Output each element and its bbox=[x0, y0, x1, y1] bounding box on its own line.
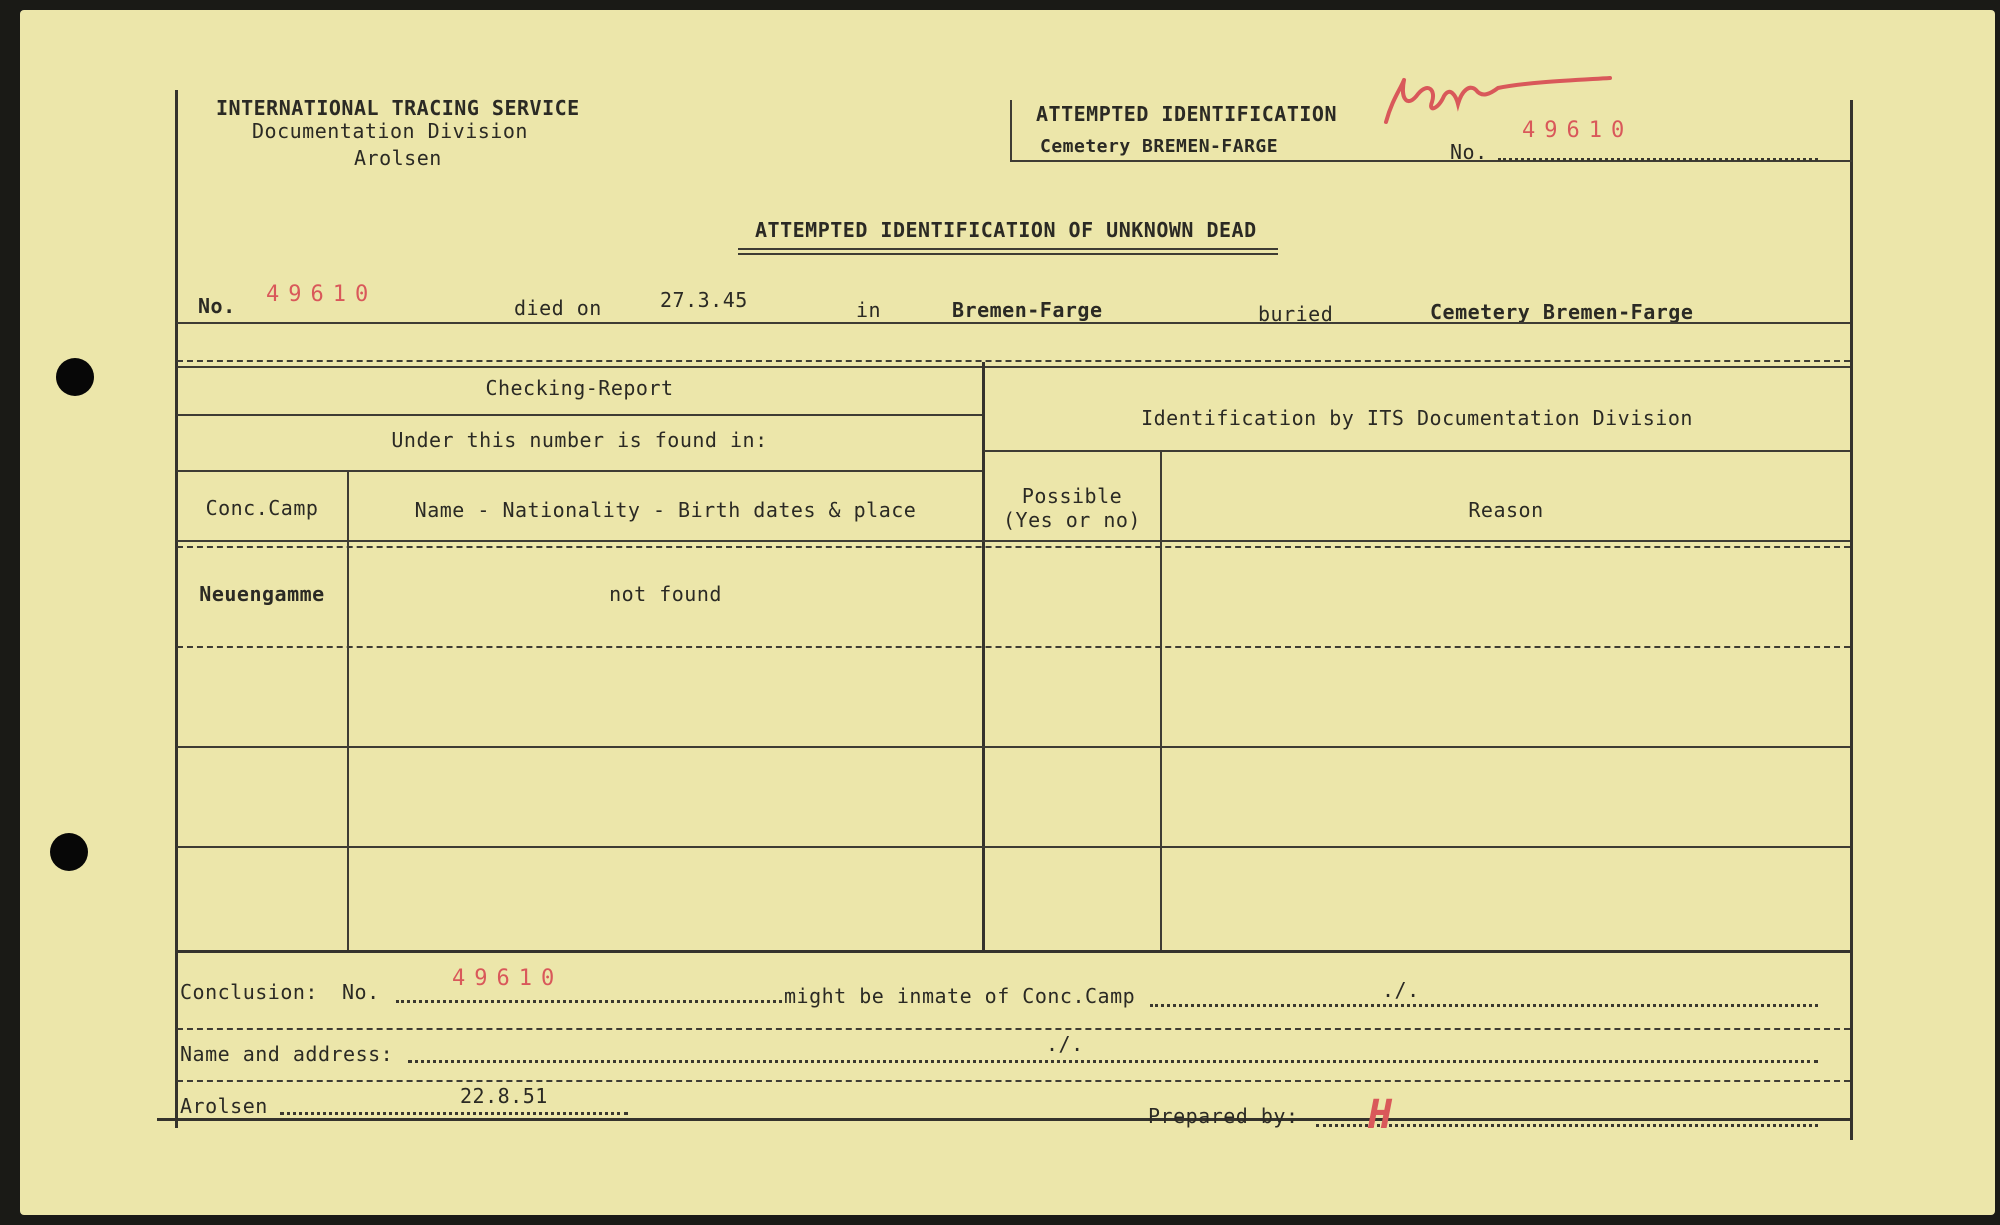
row-line-3 bbox=[177, 846, 1850, 848]
table-bottom-line bbox=[177, 950, 1850, 953]
prepared-value: H bbox=[1368, 1092, 1393, 1138]
date-dots bbox=[280, 1112, 628, 1115]
name-address-line bbox=[177, 1080, 1850, 1082]
frame-bottom bbox=[157, 1118, 1852, 1121]
col-header-name: Name - Nationality - Birth dates & place bbox=[414, 498, 917, 522]
title-underline bbox=[738, 248, 1278, 250]
name-address-dots bbox=[408, 1060, 1818, 1063]
conclusion-no-value: 49610 bbox=[452, 966, 564, 991]
org-name: INTERNATIONAL TRACING SERVICE bbox=[216, 96, 580, 120]
header-no-label: No. bbox=[1450, 140, 1488, 164]
col-header-line-2 bbox=[177, 546, 1850, 548]
col-divider-possible bbox=[1160, 452, 1162, 952]
table-top-line bbox=[177, 360, 1850, 362]
prepared-label: Prepared by: bbox=[1148, 1104, 1299, 1128]
col-header-possible-1: Possible bbox=[1021, 484, 1123, 508]
header-box-left bbox=[1010, 100, 1012, 160]
name-address-label: Name and address: bbox=[180, 1042, 394, 1066]
frame-left bbox=[175, 90, 178, 1128]
frame-right bbox=[1850, 100, 1853, 1140]
col-header-reason: Reason bbox=[1468, 498, 1544, 522]
row-line-1 bbox=[177, 646, 1850, 648]
punch-hole-bottom bbox=[50, 833, 88, 871]
title-underline-2 bbox=[738, 253, 1278, 255]
detail-in-label: in bbox=[856, 298, 882, 322]
identification-title-line bbox=[984, 450, 1850, 452]
identification-title: Identification by ITS Documentation Division bbox=[1141, 406, 1693, 430]
name-address-value: ./. bbox=[1046, 1032, 1084, 1056]
punch-hole-top bbox=[56, 358, 94, 396]
index-card bbox=[20, 10, 1995, 1215]
detail-died-label: died on bbox=[514, 296, 602, 320]
date-value: 22.8.51 bbox=[460, 1084, 548, 1108]
handwritten-none-mark bbox=[1378, 60, 1618, 140]
conclusion-line bbox=[177, 1028, 1850, 1030]
checking-title-line bbox=[177, 414, 982, 416]
row-line-2 bbox=[177, 746, 1850, 748]
col-divider-camp bbox=[347, 472, 349, 950]
col-header-camp: Conc.Camp bbox=[205, 496, 319, 520]
detail-buried-value: Cemetery Bremen-Farge bbox=[1430, 300, 1694, 324]
conclusion-inmate-label: might be inmate of Conc.Camp bbox=[784, 984, 1136, 1008]
form-title: ATTEMPTED IDENTIFICATION OF UNKNOWN DEAD bbox=[755, 218, 1257, 242]
conclusion-label: Conclusion: bbox=[180, 980, 318, 1004]
detail-no-label: No. bbox=[198, 294, 236, 318]
checking-subtitle-line bbox=[177, 470, 982, 472]
place-label: Arolsen bbox=[180, 1094, 268, 1118]
detail-no-value: 49610 bbox=[266, 282, 378, 307]
detail-died-value: 27.3.45 bbox=[660, 288, 748, 312]
conclusion-camp-value: ./. bbox=[1382, 978, 1420, 1002]
conclusion-camp-dots bbox=[1150, 1004, 1818, 1007]
row-camp-cell: Neuengamme bbox=[199, 582, 325, 606]
col-header-line bbox=[177, 540, 1850, 542]
checking-title: Checking-Report bbox=[485, 376, 674, 400]
conclusion-no-label: No. bbox=[342, 980, 380, 1004]
header-no-value: 49610 bbox=[1522, 118, 1634, 143]
col-header-possible-2: (Yes or no) bbox=[1003, 508, 1141, 532]
details-line bbox=[177, 322, 1850, 324]
org-city: Arolsen bbox=[354, 146, 442, 170]
row-name-cell: not found bbox=[609, 582, 722, 606]
conclusion-no-dots bbox=[396, 1000, 782, 1003]
header-box-cemetery: Cemetery BREMEN-FARGE bbox=[1040, 136, 1279, 157]
detail-buried-label: buried bbox=[1258, 302, 1334, 326]
table-top-line-2 bbox=[177, 366, 1850, 368]
detail-in-value: Bremen-Farge bbox=[952, 298, 1103, 322]
org-division: Documentation Division bbox=[252, 119, 528, 143]
header-no-dots bbox=[1498, 158, 1818, 161]
checking-subtitle: Under this number is found in: bbox=[391, 428, 768, 452]
header-box-title: ATTEMPTED IDENTIFICATION bbox=[1036, 102, 1337, 126]
